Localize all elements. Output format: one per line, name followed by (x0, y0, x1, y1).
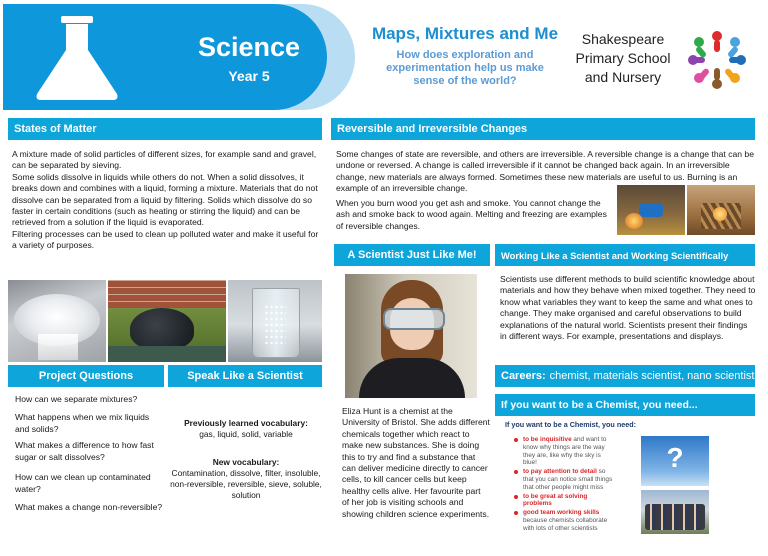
campfire-photo (687, 185, 755, 235)
speak-title: Speak Like a Scientist (187, 370, 303, 382)
eliza-photo (345, 274, 477, 398)
chemist-item-rest: so that you can notice small things that other people might miss (523, 468, 613, 491)
careers-list: chemist, materials scientist, nano scientist (549, 370, 755, 382)
brick-wall (108, 280, 226, 308)
chemist-header (495, 394, 755, 416)
chemist-item (513, 509, 615, 532)
scientist-header (334, 244, 490, 266)
chemist-item-bold: to be inquisitive (523, 436, 572, 443)
project-question: How can we clean up contaminated water? (15, 472, 151, 494)
question-mark: ? (666, 442, 684, 473)
chemist-item (513, 468, 615, 491)
chemist-item (513, 493, 615, 509)
states-title: States of Matter (14, 123, 97, 135)
topic-title: Maps, Mixtures and Me (371, 24, 559, 43)
school-logo (681, 24, 753, 96)
subject-title: Science (197, 32, 301, 62)
school-name-line3: and Nursery (584, 69, 662, 85)
speak-new-label: New vocabulary: (212, 457, 280, 467)
chemist-title: If you want to be a Chemist, you need... (501, 399, 698, 411)
school-name-line2: Primary School (575, 50, 671, 66)
states-body (12, 149, 322, 252)
working-text: Scientists use different methods to build scientific knowledge about materials and how they behave when mixed together. They need to know what variables they want to keep the same and what ones to change. They make organised and careful observations to build explanations of the natural world. Scientists present their findings in different ways. For example, presentations and displays. (500, 274, 756, 342)
goggles (383, 308, 445, 330)
states-paragraph: Filtering processes can be used to clean up polluted water and make it useful for a variety of purposes. (12, 228, 319, 251)
filter-bag (130, 308, 194, 350)
pond-water (108, 346, 226, 362)
speak-body (170, 418, 322, 501)
school-name-line1: Shakespeare (581, 31, 665, 47)
burning-photo (617, 185, 685, 235)
project-question: What makes a change non-reversible? (15, 502, 163, 512)
project-questions (15, 394, 165, 514)
reversible-header (331, 118, 755, 140)
states-paragraph: Some solids dissolve in liquids while others do not. When a solid dissolves, it breaks down and combines with a liquid, forming a mixture. Materials that do not dissolve can be separated from a liquid by filtering. Solids which dissolve do so faster in certain conditions (such as heating or stirring the liquid) and can be retrieved from a solution if the liquid is evaporated. (12, 171, 318, 228)
chemist-item-rest: because chemists collaborate with lots of other scientists (523, 516, 608, 532)
chemist-item-bold: good team working skills (523, 509, 600, 517)
shirt (359, 358, 465, 398)
flame-glow (625, 213, 643, 229)
states-header (8, 118, 322, 140)
project-question: What happens when we mix liquids and solids? (15, 412, 150, 434)
header-banner (3, 4, 763, 112)
school-name (563, 30, 683, 87)
team-people (645, 504, 705, 530)
blowtorch (639, 203, 663, 217)
working-title: Working Like a Scientist and Working Scientifically (501, 249, 729, 261)
scientist-bio: Eliza Hunt is a chemist at the University of Bristol. She adds different chemicals together which react to make new substances. She is doing this to try and find a substance that can deliver medicine directly to cancer cells, to kill cancer cells but keep healthy cells alive. Her favourite part of her job is visiting schools and showing children science experiments. (342, 406, 490, 519)
team-photo (641, 490, 709, 534)
project-question: How can we separate mixtures? (15, 394, 138, 404)
chemist-inner-title: If you want to be a Chemist, you need: (505, 420, 636, 429)
sieve-powder (38, 334, 78, 360)
project-header (8, 365, 164, 387)
project-title: Project Questions (38, 370, 134, 382)
speak-header (168, 365, 322, 387)
reversible-title: Reversible and Irreversible Changes (337, 123, 528, 135)
reversible-text-bottom: When you burn wood you get ash and smoke. You cannot change the ash and smoke back to wood again. Melting and freezing are examples of reversible changes. (336, 198, 607, 231)
glass-water-photo (228, 280, 322, 362)
chemist-item-rest: and want to know why things are the way they are, like why the sky is blue! (523, 436, 607, 467)
sky-question-photo (641, 436, 709, 486)
reversible-text-top: Some changes of state are reversible, and others are irreversible. A reversible change is a change that can be undone or reversed. A change is called irreversible if it cannot be changed back again. In an irreversible change, new materials are always formed. Sometimes these new materials are useful to us. Burning is an example of an irreversible change. (336, 149, 754, 194)
working-header (495, 244, 755, 266)
careers-header (495, 365, 755, 387)
states-paragraph: A mixture made of solid particles of different sizes, for example sand and gravel, can be separated by sieving. (12, 149, 317, 171)
chemist-item (513, 436, 615, 467)
topic-question: How does exploration and experimentation help us make sense of the world? (386, 49, 544, 87)
fire-flame (713, 207, 727, 221)
speak-prev-words: gas, liquid, solid, variable (199, 429, 293, 439)
filter-pond-photo (108, 280, 226, 362)
chemist-item-bold: to pay attention to detail (523, 468, 597, 476)
chemist-list-box (513, 436, 615, 534)
speak-new-words: Contamination, dissolve, filter, insoluble, non-reversible, reversible, sieve, soluble, solution (170, 468, 322, 500)
scientist-title: A Scientist Just Like Me! (347, 249, 477, 261)
flask-icon (31, 14, 123, 102)
year-label: Year 5 (228, 68, 270, 84)
sieve-photo (8, 280, 106, 362)
chemist-item-bold: to be great at solving problems (523, 492, 588, 508)
project-question: What makes a difference to how fast sugar or salt dissolves? (15, 440, 154, 462)
water-bubbles (264, 304, 286, 348)
careers-label: Careers: (501, 370, 546, 382)
speak-prev-label: Previously learned vocabulary: (184, 418, 308, 428)
